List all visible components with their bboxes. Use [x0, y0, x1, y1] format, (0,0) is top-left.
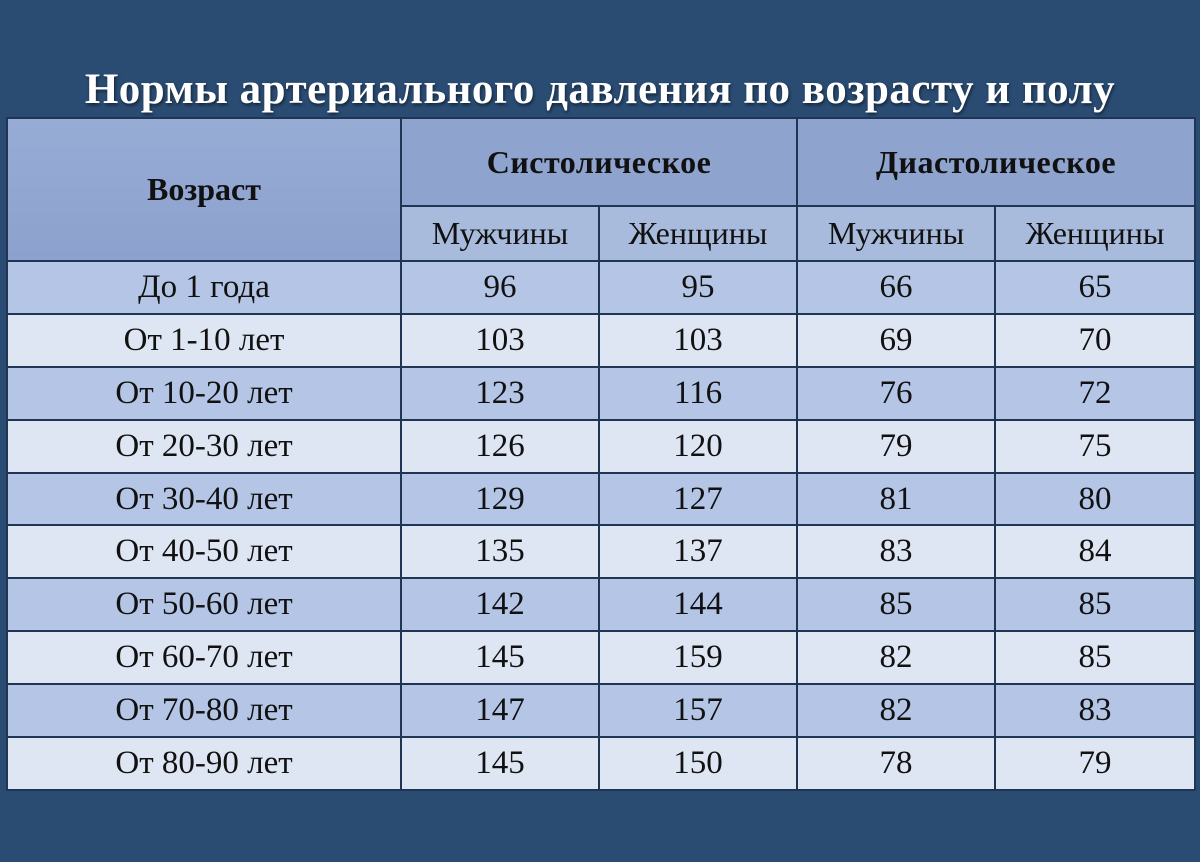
diastolic-men-cell: 69	[797, 314, 995, 367]
systolic-women-cell: 159	[599, 631, 797, 684]
diastolic-men-cell: 85	[797, 578, 995, 631]
table-row	[7, 367, 1195, 420]
systolic-men-cell: 145	[401, 737, 599, 790]
diastolic-women-cell: 79	[995, 737, 1195, 790]
diastolic-women-cell: 84	[995, 525, 1195, 578]
diastolic-women-cell: 85	[995, 578, 1195, 631]
diastolic-men-cell: 79	[797, 420, 995, 473]
systolic-men-cell: 135	[401, 525, 599, 578]
systolic-women-cell: 116	[599, 367, 797, 420]
diastolic-women-cell: 65	[995, 261, 1195, 314]
page-title: Нормы артериального давления по возрасту и полу	[84, 66, 1116, 113]
age-cell: От 30-40 лет	[7, 473, 401, 526]
systolic-men-cell: 126	[401, 420, 599, 473]
header-systolic-men: Мужчины	[401, 206, 599, 261]
table-header	[7, 118, 1195, 261]
systolic-men-cell: 145	[401, 631, 599, 684]
table-row	[7, 631, 1195, 684]
diastolic-men-cell: 66	[797, 261, 995, 314]
systolic-women-cell: 157	[599, 684, 797, 737]
table-row	[7, 473, 1195, 526]
header-diastolic-women: Женщины	[995, 206, 1195, 261]
age-cell: От 10-20 лет	[7, 367, 401, 420]
diastolic-women-cell: 83	[995, 684, 1195, 737]
age-cell: От 50-60 лет	[7, 578, 401, 631]
header-diastolic: Диастолическое	[797, 118, 1195, 206]
systolic-men-cell: 96	[401, 261, 599, 314]
systolic-women-cell: 144	[599, 578, 797, 631]
diastolic-women-cell: 85	[995, 631, 1195, 684]
age-cell: До 1 года	[7, 261, 401, 314]
age-cell: От 80-90 лет	[7, 737, 401, 790]
systolic-women-cell: 95	[599, 261, 797, 314]
systolic-women-cell: 127	[599, 473, 797, 526]
table-row	[7, 737, 1195, 790]
diastolic-women-cell: 80	[995, 473, 1195, 526]
header-row-groups	[7, 118, 1195, 206]
header-age: Возраст	[7, 118, 401, 261]
blood-pressure-table-wrapper	[6, 117, 1194, 791]
systolic-men-cell: 103	[401, 314, 599, 367]
table-row	[7, 314, 1195, 367]
diastolic-women-cell: 70	[995, 314, 1195, 367]
diastolic-men-cell: 78	[797, 737, 995, 790]
age-cell: От 60-70 лет	[7, 631, 401, 684]
table-row	[7, 420, 1195, 473]
age-cell: От 20-30 лет	[7, 420, 401, 473]
table-row	[7, 261, 1195, 314]
systolic-women-cell: 120	[599, 420, 797, 473]
systolic-women-cell: 103	[599, 314, 797, 367]
table-body	[7, 261, 1195, 790]
table-row	[7, 578, 1195, 631]
systolic-men-cell: 129	[401, 473, 599, 526]
diastolic-women-cell: 75	[995, 420, 1195, 473]
diastolic-men-cell: 83	[797, 525, 995, 578]
age-cell: От 70-80 лет	[7, 684, 401, 737]
age-cell: От 1-10 лет	[7, 314, 401, 367]
systolic-men-cell: 142	[401, 578, 599, 631]
diastolic-men-cell: 82	[797, 684, 995, 737]
diastolic-men-cell: 76	[797, 367, 995, 420]
systolic-women-cell: 137	[599, 525, 797, 578]
diastolic-women-cell: 72	[995, 367, 1195, 420]
table-row	[7, 684, 1195, 737]
table-row	[7, 525, 1195, 578]
systolic-men-cell: 147	[401, 684, 599, 737]
diastolic-men-cell: 82	[797, 631, 995, 684]
age-cell: От 40-50 лет	[7, 525, 401, 578]
header-diastolic-men: Мужчины	[797, 206, 995, 261]
header-systolic: Систолическое	[401, 118, 797, 206]
systolic-men-cell: 123	[401, 367, 599, 420]
systolic-women-cell: 150	[599, 737, 797, 790]
diastolic-men-cell: 81	[797, 473, 995, 526]
header-systolic-women: Женщины	[599, 206, 797, 261]
blood-pressure-table	[6, 117, 1196, 791]
